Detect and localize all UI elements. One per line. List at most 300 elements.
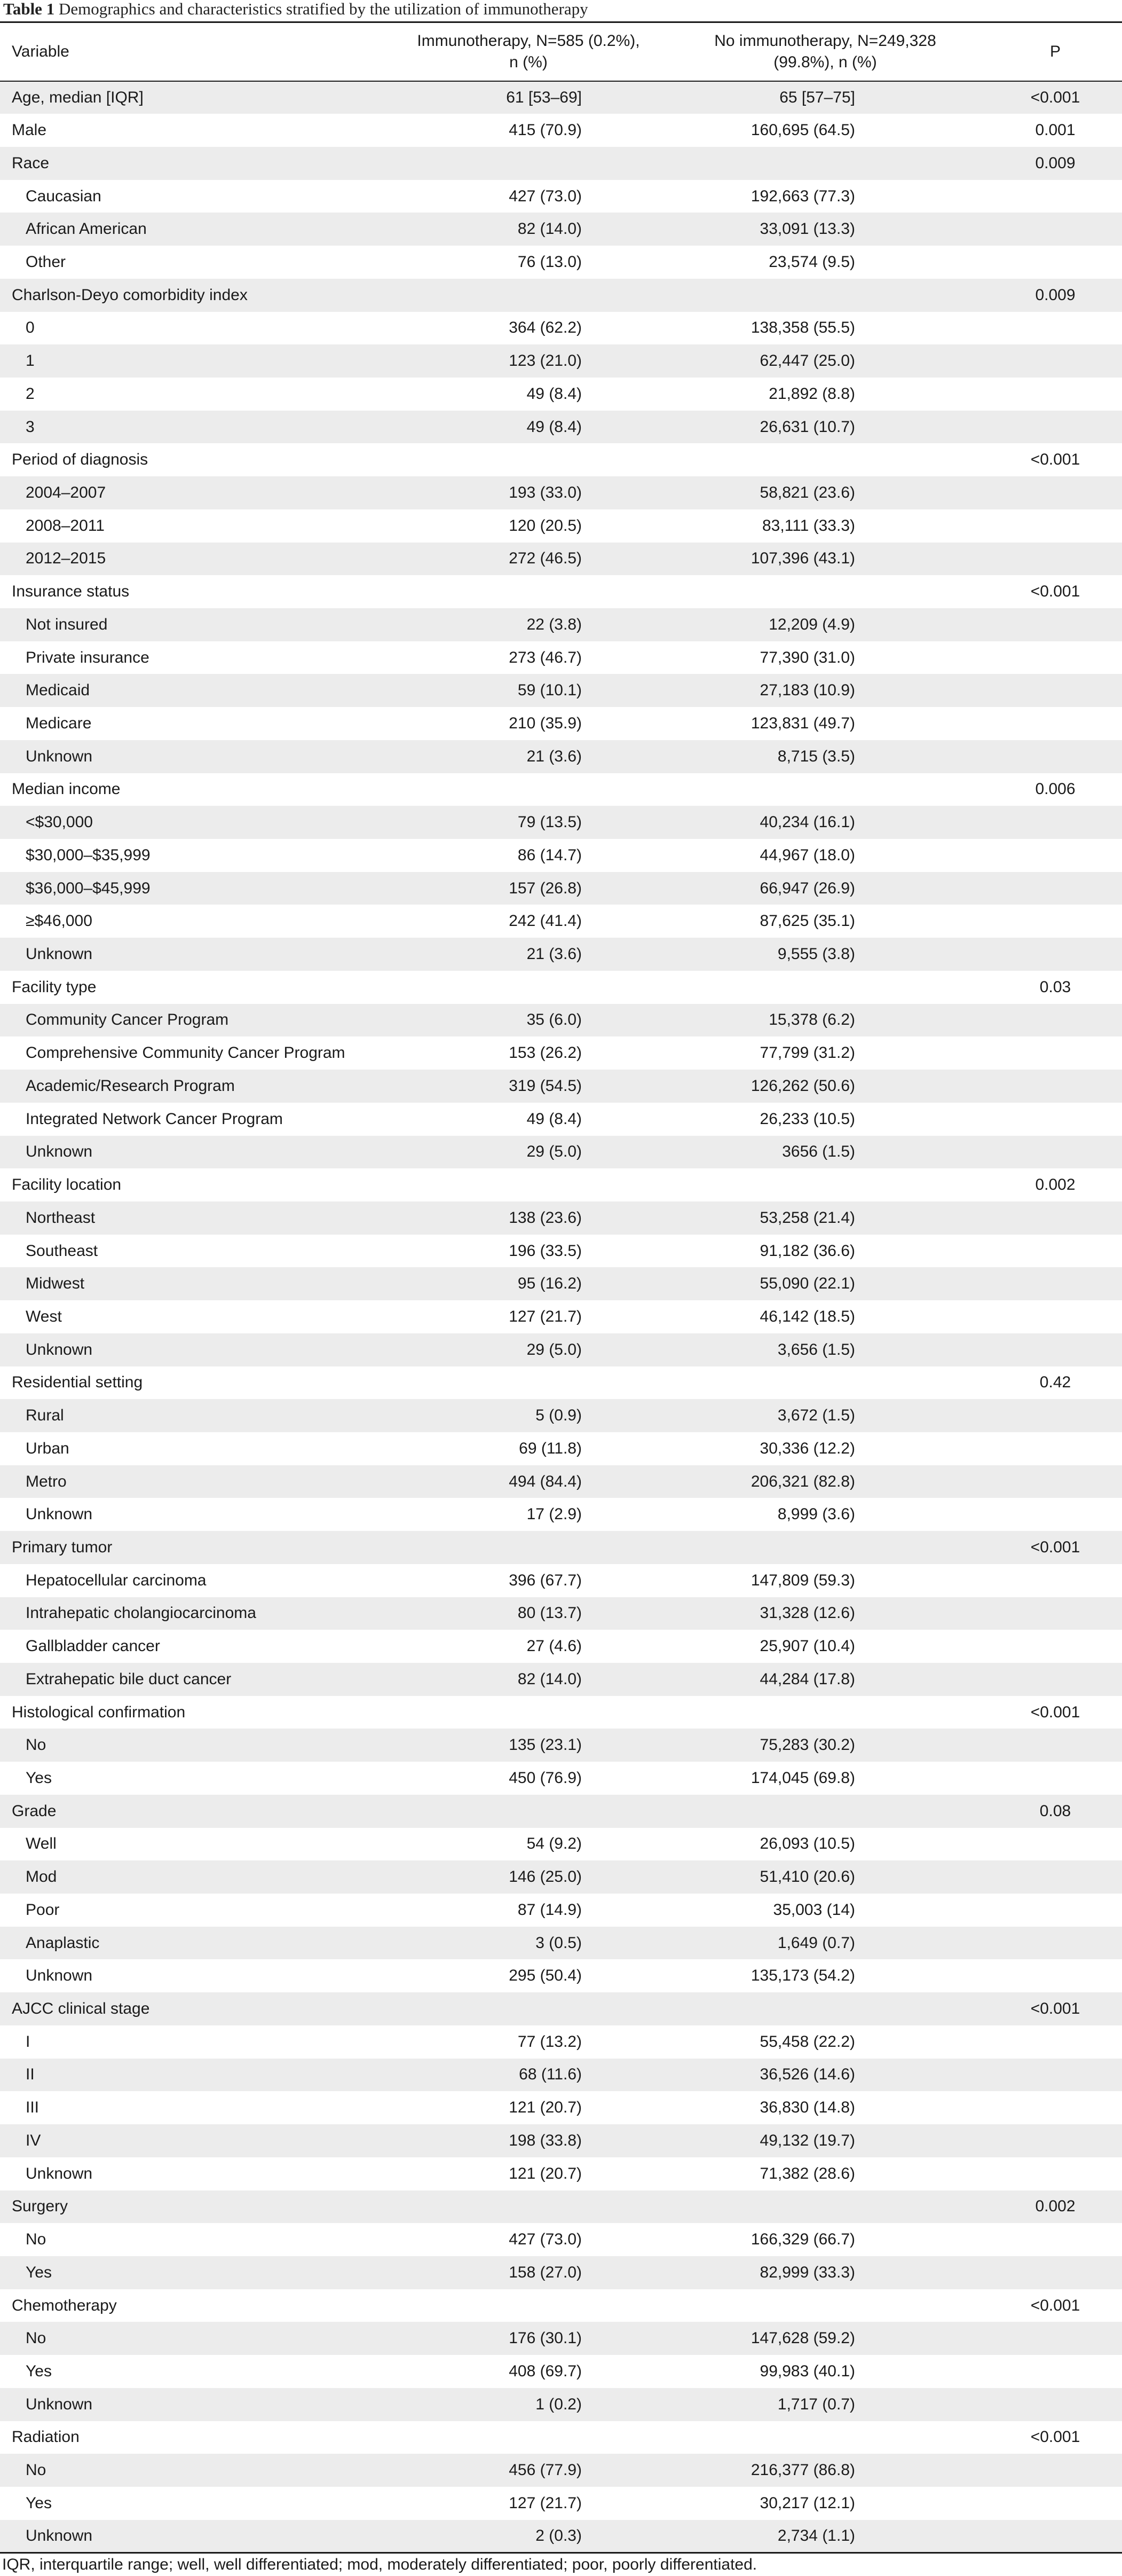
table-row-subcategory [0, 938, 1122, 971]
cell-p-value [989, 2487, 1122, 2520]
cell-immunotherapy [395, 2289, 662, 2322]
cell-no-immunotherapy: 77,390 (31.0) [662, 641, 989, 674]
cell-variable: 3 [0, 411, 395, 444]
cell-immunotherapy: 82 (14.0) [395, 213, 662, 246]
cell-immunotherapy: 29 (5.0) [395, 1333, 662, 1366]
cell-p-value [989, 2454, 1122, 2487]
cell-variable: No [0, 2454, 395, 2487]
cell-immunotherapy: 415 (70.9) [395, 114, 662, 147]
cell-p-value [989, 1333, 1122, 1366]
cell-p-value: 0.42 [989, 1366, 1122, 1400]
cell-p-value [989, 476, 1122, 509]
cell-p-value [989, 2157, 1122, 2190]
table-row-subcategory [0, 2223, 1122, 2256]
table-row-variable [0, 1168, 1122, 1201]
cell-immunotherapy: 127 (21.7) [395, 2487, 662, 2520]
cell-no-immunotherapy: 147,809 (59.3) [662, 1564, 989, 1597]
cell-no-immunotherapy: 3,672 (1.5) [662, 1399, 989, 1432]
cell-p-value [989, 378, 1122, 411]
cell-no-immunotherapy: 91,182 (36.6) [662, 1235, 989, 1268]
cell-p-value [989, 707, 1122, 740]
cell-p-value [989, 1630, 1122, 1663]
cell-variable: No [0, 1729, 395, 1762]
cell-p-value [989, 2091, 1122, 2124]
cell-variable: Unknown [0, 740, 395, 773]
table-row-variable [0, 2289, 1122, 2322]
table-row-subcategory [0, 2487, 1122, 2520]
table-row-subcategory [0, 543, 1122, 576]
cell-p-value [989, 1300, 1122, 1333]
cell-no-immunotherapy [662, 971, 989, 1004]
table-row-variable [0, 1366, 1122, 1400]
cell-immunotherapy: 68 (11.6) [395, 2059, 662, 2092]
cell-immunotherapy [395, 575, 662, 608]
cell-immunotherapy: 21 (3.6) [395, 740, 662, 773]
cell-p-value: 0.006 [989, 773, 1122, 806]
cell-immunotherapy [395, 1531, 662, 1564]
table-row-subcategory [0, 1004, 1122, 1037]
cell-p-value [989, 2223, 1122, 2256]
cell-variable: Academic/Research Program [0, 1070, 395, 1103]
cell-no-immunotherapy: 49,132 (19.7) [662, 2124, 989, 2157]
cell-variable: Residential setting [0, 1366, 395, 1400]
table-row-subcategory [0, 312, 1122, 345]
cell-immunotherapy [395, 2190, 662, 2224]
cell-immunotherapy: 54 (9.2) [395, 1828, 662, 1861]
cell-immunotherapy: 494 (84.4) [395, 1465, 662, 1498]
cell-no-immunotherapy: 174,045 (69.8) [662, 1762, 989, 1795]
cell-immunotherapy: 95 (16.2) [395, 1267, 662, 1300]
cell-immunotherapy: 123 (21.0) [395, 344, 662, 378]
cell-variable: Intrahepatic cholangiocarcinoma [0, 1597, 395, 1630]
table-row-variable [0, 575, 1122, 608]
cell-variable: African American [0, 213, 395, 246]
table-row-variable [0, 2421, 1122, 2454]
cell-no-immunotherapy: 99,983 (40.1) [662, 2355, 989, 2388]
cell-p-value: <0.001 [989, 443, 1122, 476]
cell-immunotherapy: 21 (3.6) [395, 938, 662, 971]
cell-immunotherapy: 138 (23.6) [395, 1201, 662, 1235]
table-row-subcategory [0, 1564, 1122, 1597]
cell-immunotherapy: 135 (23.1) [395, 1729, 662, 1762]
cell-p-value: <0.001 [989, 2421, 1122, 2454]
cell-p-value [989, 2124, 1122, 2157]
cell-no-immunotherapy: 27,183 (10.9) [662, 674, 989, 707]
cell-variable: No [0, 2223, 395, 2256]
cell-variable: 2012–2015 [0, 543, 395, 576]
table-row-subcategory [0, 1729, 1122, 1762]
cell-p-value [989, 1927, 1122, 1960]
cell-immunotherapy: 5 (0.9) [395, 1399, 662, 1432]
cell-no-immunotherapy: 1,649 (0.7) [662, 1927, 989, 1960]
table-row-subcategory [0, 641, 1122, 674]
cell-immunotherapy: 157 (26.8) [395, 872, 662, 905]
cell-variable: Comprehensive Community Cancer Program [0, 1036, 395, 1070]
cell-variable: Caucasian [0, 180, 395, 213]
cell-p-value [989, 1564, 1122, 1597]
cell-variable: Urban [0, 1432, 395, 1465]
cell-variable: Facility type [0, 971, 395, 1004]
table-row-subcategory [0, 2124, 1122, 2157]
table-row-subcategory [0, 1333, 1122, 1366]
table-row-variable [0, 443, 1122, 476]
cell-variable: Community Cancer Program [0, 1004, 395, 1037]
cell-immunotherapy: 2 (0.3) [395, 2520, 662, 2553]
table-row-subcategory [0, 1465, 1122, 1498]
cell-immunotherapy: 427 (73.0) [395, 2223, 662, 2256]
cell-p-value [989, 1762, 1122, 1795]
cell-immunotherapy: 396 (67.7) [395, 1564, 662, 1597]
table-row-subcategory [0, 213, 1122, 246]
table-row-subcategory [0, 1432, 1122, 1465]
cell-no-immunotherapy: 206,321 (82.8) [662, 1465, 989, 1498]
cell-immunotherapy: 193 (33.0) [395, 476, 662, 509]
cell-no-immunotherapy: 77,799 (31.2) [662, 1036, 989, 1070]
cell-no-immunotherapy [662, 147, 989, 180]
cell-p-value [989, 1201, 1122, 1235]
cell-variable: Grade [0, 1795, 395, 1828]
table-row-subcategory [0, 2091, 1122, 2124]
cell-p-value: <0.001 [989, 575, 1122, 608]
cell-no-immunotherapy: 75,283 (30.2) [662, 1729, 989, 1762]
cell-immunotherapy: 273 (46.7) [395, 641, 662, 674]
cell-p-value [989, 1399, 1122, 1432]
cell-immunotherapy: 120 (20.5) [395, 509, 662, 543]
cell-no-immunotherapy [662, 1531, 989, 1564]
cell-p-value [989, 1103, 1122, 1136]
cell-p-value [989, 1663, 1122, 1696]
table-row-variable [0, 773, 1122, 806]
cell-no-immunotherapy: 53,258 (21.4) [662, 1201, 989, 1235]
table-row-variable [0, 971, 1122, 1004]
cell-p-value [989, 1267, 1122, 1300]
cell-immunotherapy: 198 (33.8) [395, 2124, 662, 2157]
cell-p-value [989, 312, 1122, 345]
table-row-subcategory [0, 1663, 1122, 1696]
table-row-subcategory [0, 1959, 1122, 1992]
cell-variable: $36,000–$45,999 [0, 872, 395, 905]
table-caption [3, 0, 588, 18]
cell-immunotherapy: 86 (14.7) [395, 839, 662, 872]
cell-p-value [989, 2520, 1122, 2553]
cell-variable: II [0, 2059, 395, 2092]
cell-variable: 0 [0, 312, 395, 345]
cell-variable: Extrahepatic bile duct cancer [0, 1663, 395, 1696]
table-row-subcategory [0, 2388, 1122, 2421]
cell-immunotherapy: 364 (62.2) [395, 312, 662, 345]
cell-p-value [989, 1235, 1122, 1268]
cell-no-immunotherapy: 25,907 (10.4) [662, 1630, 989, 1663]
cell-no-immunotherapy: 66,947 (26.9) [662, 872, 989, 905]
cell-p-value [989, 2059, 1122, 2092]
cell-immunotherapy: 49 (8.4) [395, 378, 662, 411]
cell-p-value [989, 1597, 1122, 1630]
cell-no-immunotherapy: 3,656 (1.5) [662, 1333, 989, 1366]
demographics-table [0, 21, 1122, 2554]
cell-no-immunotherapy: 123,831 (49.7) [662, 707, 989, 740]
cell-variable: Medicare [0, 707, 395, 740]
cell-p-value [989, 1004, 1122, 1037]
cell-immunotherapy [395, 971, 662, 1004]
cell-variable: Unknown [0, 2520, 395, 2553]
table-row-subcategory [0, 411, 1122, 444]
cell-variable: Integrated Network Cancer Program [0, 1103, 395, 1136]
cell-immunotherapy: 121 (20.7) [395, 2157, 662, 2190]
cell-variable: Well [0, 1828, 395, 1861]
cell-p-value [989, 1465, 1122, 1498]
cell-no-immunotherapy: 83,111 (33.3) [662, 509, 989, 543]
table-row-subcategory [0, 2256, 1122, 2289]
header-immunotherapy-line2: n (%) [509, 53, 548, 71]
cell-immunotherapy: 87 (14.9) [395, 1894, 662, 1927]
cell-variable: Not insured [0, 608, 395, 641]
cell-no-immunotherapy: 87,625 (35.1) [662, 905, 989, 938]
cell-no-immunotherapy: 160,695 (64.5) [662, 114, 989, 147]
cell-immunotherapy: 127 (21.7) [395, 1300, 662, 1333]
cell-immunotherapy: 319 (54.5) [395, 1070, 662, 1103]
cell-p-value [989, 2322, 1122, 2355]
header-variable: Variable [0, 22, 395, 81]
cell-variable: AJCC clinical stage [0, 1992, 395, 2025]
cell-variable: Unknown [0, 1136, 395, 1169]
cell-variable: Yes [0, 2256, 395, 2289]
cell-variable: Unknown [0, 1498, 395, 1531]
cell-no-immunotherapy [662, 575, 989, 608]
cell-variable: Rural [0, 1399, 395, 1432]
cell-variable: Metro [0, 1465, 395, 1498]
cell-no-immunotherapy: 62,447 (25.0) [662, 344, 989, 378]
cell-variable: III [0, 2091, 395, 2124]
cell-no-immunotherapy: 55,458 (22.2) [662, 2025, 989, 2059]
cell-variable: Anaplastic [0, 1927, 395, 1960]
table-row-subcategory [0, 806, 1122, 839]
cell-no-immunotherapy [662, 1992, 989, 2025]
cell-p-value: 0.001 [989, 114, 1122, 147]
cell-no-immunotherapy: 2,734 (1.1) [662, 2520, 989, 2553]
table-row-subcategory [0, 1399, 1122, 1432]
cell-variable: Yes [0, 2487, 395, 2520]
cell-no-immunotherapy: 30,217 (12.1) [662, 2487, 989, 2520]
table-row-subcategory [0, 608, 1122, 641]
cell-immunotherapy: 82 (14.0) [395, 1663, 662, 1696]
cell-no-immunotherapy [662, 443, 989, 476]
cell-immunotherapy: 59 (10.1) [395, 674, 662, 707]
table-row-subcategory [0, 1070, 1122, 1103]
cell-no-immunotherapy: 51,410 (20.6) [662, 1860, 989, 1894]
cell-immunotherapy [395, 1795, 662, 1828]
header-immunotherapy [395, 22, 662, 81]
cell-variable: Race [0, 147, 395, 180]
cell-no-immunotherapy [662, 1795, 989, 1828]
cell-variable: Southeast [0, 1235, 395, 1268]
cell-p-value [989, 2256, 1122, 2289]
cell-no-immunotherapy: 44,284 (17.8) [662, 1663, 989, 1696]
cell-variable: Period of diagnosis [0, 443, 395, 476]
cell-immunotherapy: 35 (6.0) [395, 1004, 662, 1037]
cell-p-value [989, 839, 1122, 872]
cell-p-value: <0.001 [989, 1531, 1122, 1564]
table-row-subcategory [0, 674, 1122, 707]
cell-p-value [989, 1729, 1122, 1762]
table-row-subcategory [0, 1894, 1122, 1927]
header-no-immunotherapy [662, 22, 989, 81]
cell-no-immunotherapy: 40,234 (16.1) [662, 806, 989, 839]
table-footnote: IQR, interquartile range; well, well differentiated; mod, moderately differentiated; poor, poorly differentiated. [2, 2556, 757, 2573]
cell-variable: Other [0, 246, 395, 279]
cell-no-immunotherapy: 15,378 (6.2) [662, 1004, 989, 1037]
table-header-row [0, 22, 1122, 81]
cell-p-value [989, 1860, 1122, 1894]
cell-immunotherapy: 3 (0.5) [395, 1927, 662, 1960]
cell-no-immunotherapy: 71,382 (28.6) [662, 2157, 989, 2190]
cell-p-value: 0.03 [989, 971, 1122, 1004]
table-row-subcategory [0, 1860, 1122, 1894]
cell-no-immunotherapy: 23,574 (9.5) [662, 246, 989, 279]
cell-immunotherapy: 153 (26.2) [395, 1036, 662, 1070]
cell-immunotherapy: 272 (46.5) [395, 543, 662, 576]
table-body [0, 81, 1122, 2553]
cell-immunotherapy: 456 (77.9) [395, 2454, 662, 2487]
cell-immunotherapy [395, 147, 662, 180]
cell-immunotherapy: 79 (13.5) [395, 806, 662, 839]
table-row-subcategory [0, 1597, 1122, 1630]
cell-immunotherapy: 49 (8.4) [395, 1103, 662, 1136]
cell-immunotherapy: 427 (73.0) [395, 180, 662, 213]
cell-no-immunotherapy: 33,091 (13.3) [662, 213, 989, 246]
header-p-value: P [989, 22, 1122, 81]
cell-variable: IV [0, 2124, 395, 2157]
cell-no-immunotherapy: 3656 (1.5) [662, 1136, 989, 1169]
cell-variable: Poor [0, 1894, 395, 1927]
cell-no-immunotherapy: 1,717 (0.7) [662, 2388, 989, 2421]
table-row-subcategory [0, 872, 1122, 905]
cell-p-value [989, 2388, 1122, 2421]
cell-p-value [989, 1959, 1122, 1992]
table-row-variable [0, 81, 1122, 114]
cell-p-value: <0.001 [989, 1992, 1122, 2025]
cell-immunotherapy: 176 (30.1) [395, 2322, 662, 2355]
cell-variable: West [0, 1300, 395, 1333]
cell-p-value [989, 674, 1122, 707]
cell-immunotherapy: 121 (20.7) [395, 2091, 662, 2124]
cell-no-immunotherapy: 46,142 (18.5) [662, 1300, 989, 1333]
table-row-subcategory [0, 1762, 1122, 1795]
cell-variable: Unknown [0, 1333, 395, 1366]
table-row-subcategory [0, 180, 1122, 213]
cell-variable: 2 [0, 378, 395, 411]
table-row-subcategory [0, 476, 1122, 509]
table-row-subcategory [0, 378, 1122, 411]
table-row-subcategory [0, 246, 1122, 279]
cell-immunotherapy [395, 1696, 662, 1729]
cell-variable: I [0, 2025, 395, 2059]
cell-immunotherapy [395, 773, 662, 806]
cell-no-immunotherapy: 82,999 (33.3) [662, 2256, 989, 2289]
cell-variable: Unknown [0, 938, 395, 971]
table-row-subcategory [0, 1498, 1122, 1531]
cell-variable: Gallbladder cancer [0, 1630, 395, 1663]
cell-variable: $30,000–$35,999 [0, 839, 395, 872]
cell-no-immunotherapy [662, 279, 989, 312]
cell-no-immunotherapy: 31,328 (12.6) [662, 1597, 989, 1630]
cell-no-immunotherapy [662, 773, 989, 806]
cell-no-immunotherapy: 8,715 (3.5) [662, 740, 989, 773]
table-row-subcategory [0, 2355, 1122, 2388]
table-row-subcategory [0, 1036, 1122, 1070]
table-row-subcategory [0, 509, 1122, 543]
table-row-subcategory [0, 1630, 1122, 1663]
cell-no-immunotherapy [662, 1168, 989, 1201]
header-no-immunotherapy-line2: (99.8%), n (%) [773, 53, 877, 71]
cell-no-immunotherapy: 36,526 (14.6) [662, 2059, 989, 2092]
cell-variable: Facility location [0, 1168, 395, 1201]
cell-variable: Chemotherapy [0, 2289, 395, 2322]
cell-variable: Radiation [0, 2421, 395, 2454]
header-immunotherapy-line1: Immunotherapy, N=585 (0.2%), [417, 32, 640, 50]
table-row-variable [0, 279, 1122, 312]
cell-variable: Unknown [0, 1959, 395, 1992]
table-row-variable [0, 1795, 1122, 1828]
cell-variable: Surgery [0, 2190, 395, 2224]
cell-variable: Male [0, 114, 395, 147]
cell-p-value [989, 740, 1122, 773]
cell-p-value [989, 905, 1122, 938]
cell-p-value: 0.08 [989, 1795, 1122, 1828]
cell-immunotherapy: 22 (3.8) [395, 608, 662, 641]
cell-p-value [989, 180, 1122, 213]
cell-variable: Private insurance [0, 641, 395, 674]
cell-variable: <$30,000 [0, 806, 395, 839]
cell-no-immunotherapy: 8,999 (3.6) [662, 1498, 989, 1531]
cell-variable: No [0, 2322, 395, 2355]
cell-p-value: 0.002 [989, 2190, 1122, 2224]
table-caption-text: Demographics and characteristics stratified by the utilization of immunotherapy [54, 0, 588, 18]
table-row-variable [0, 114, 1122, 147]
cell-no-immunotherapy [662, 2289, 989, 2322]
cell-p-value [989, 344, 1122, 378]
table-row-subcategory [0, 2025, 1122, 2059]
cell-p-value [989, 543, 1122, 576]
table-row-variable [0, 2190, 1122, 2224]
cell-no-immunotherapy: 166,329 (66.7) [662, 2223, 989, 2256]
cell-immunotherapy: 27 (4.6) [395, 1630, 662, 1663]
cell-no-immunotherapy: 26,233 (10.5) [662, 1103, 989, 1136]
cell-variable: ≥$46,000 [0, 905, 395, 938]
cell-no-immunotherapy [662, 2190, 989, 2224]
cell-variable: 2008–2011 [0, 509, 395, 543]
cell-no-immunotherapy: 9,555 (3.8) [662, 938, 989, 971]
cell-p-value [989, 411, 1122, 444]
cell-no-immunotherapy: 135,173 (54.2) [662, 1959, 989, 1992]
table-row-variable [0, 1531, 1122, 1564]
cell-p-value: 0.009 [989, 147, 1122, 180]
table-row-subcategory [0, 707, 1122, 740]
cell-p-value [989, 2355, 1122, 2388]
cell-variable: Insurance status [0, 575, 395, 608]
cell-immunotherapy: 146 (25.0) [395, 1860, 662, 1894]
cell-p-value [989, 1828, 1122, 1861]
cell-no-immunotherapy: 55,090 (22.1) [662, 1267, 989, 1300]
cell-variable: Medicaid [0, 674, 395, 707]
header-no-immunotherapy-line1: No immunotherapy, N=249,328 [714, 32, 936, 50]
cell-immunotherapy [395, 279, 662, 312]
table-row-subcategory [0, 905, 1122, 938]
table-row-subcategory [0, 740, 1122, 773]
cell-no-immunotherapy: 192,663 (77.3) [662, 180, 989, 213]
cell-p-value: <0.001 [989, 1696, 1122, 1729]
cell-no-immunotherapy: 216,377 (86.8) [662, 2454, 989, 2487]
table-row-subcategory [0, 1235, 1122, 1268]
